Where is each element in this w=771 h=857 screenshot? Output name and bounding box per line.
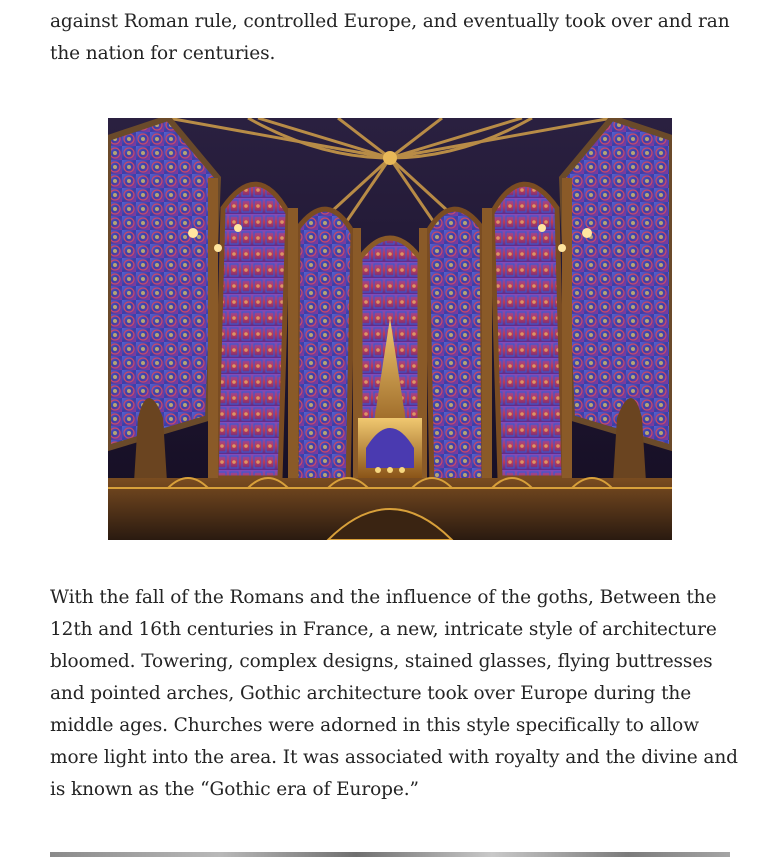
next-image-edge xyxy=(50,852,730,857)
article-paragraph-intro: against Roman rule, controlled Europe, and eventually took over and ran the nation for centuries. xyxy=(50,11,730,64)
article-image-gothic-chapel[interactable] xyxy=(108,118,672,540)
article-paragraph-gothic-architecture: With the fall of the Romans and the influence of the goths, Between the 12th and 16th centuries in France, a new, intricate style of architecture bloomed. Towering, complex designs, stained glasses, flying buttresses and pointed arches, Gothic architecture took over Europe during the middle ages. Churches were adorned in this style specifically to allow more light into the area. It was associated with royalty and the divine and is known as the “Gothic era of Europe.” xyxy=(50,587,738,800)
gothic-chapel-illustration xyxy=(108,118,672,540)
